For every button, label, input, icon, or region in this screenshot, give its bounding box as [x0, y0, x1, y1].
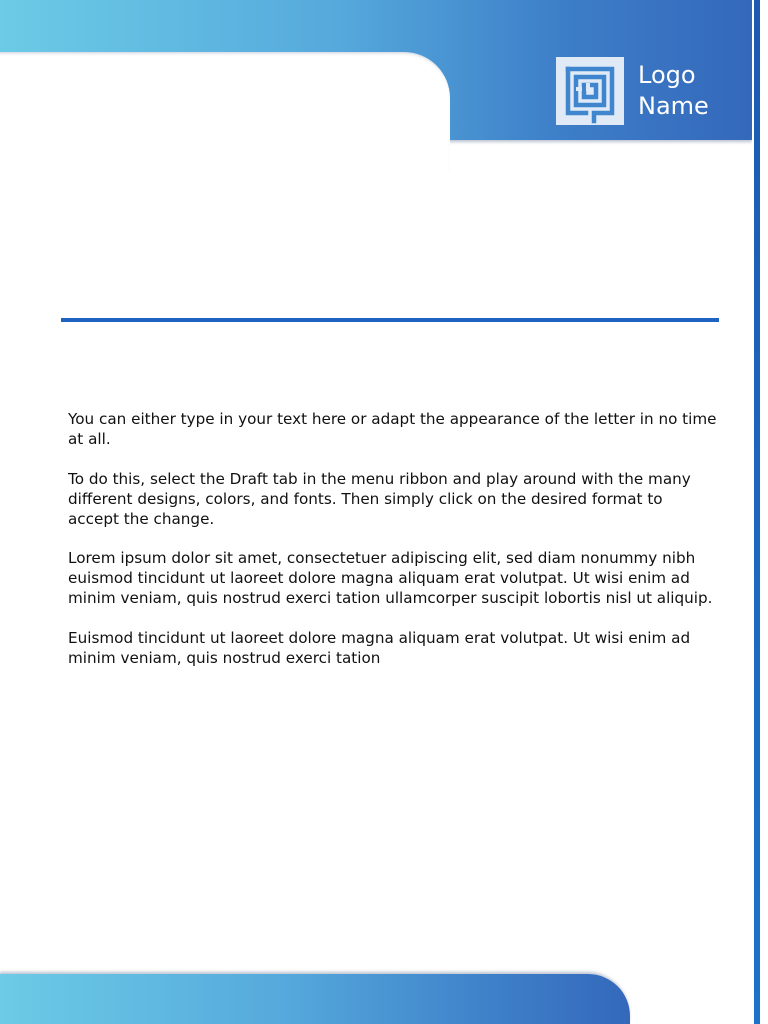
maze-logo-icon [556, 57, 624, 125]
right-edge-bar [754, 0, 760, 1024]
paragraph: You can either type in your text here or adapt the appearance of the letter in no time at all. [68, 410, 717, 448]
logo-line-1: Logo [638, 61, 696, 89]
paragraph: Lorem ipsum dolor sit amet, consectetuer adipiscing elit, sed diam nonummy nibh euismod tincidunt ut laoreet dolore magna aliquam erat volutpat. Ut wisi enim ad minim veniam, quis nostrud exerci tation ullamcorper suscipit lobortis nisl ut aliquip. [68, 549, 713, 608]
letter-body[interactable] [68, 410, 718, 689]
logo-name [638, 60, 709, 122]
paragraph: To do this, select the Draft tab in the menu ribbon and play around with the many different designs, colors, and fonts. Then simply click on the desired format to accept the change. [68, 469, 691, 528]
logo [556, 57, 709, 125]
right-edge-rule [752, 0, 768, 1024]
logo-line-2: Name [638, 92, 709, 120]
header-curve [0, 52, 450, 172]
divider-line [61, 318, 719, 322]
footer-band [0, 974, 630, 1024]
paragraph: Euismod tincidunt ut laoreet dolore magna aliquam erat volutpat. Ut wisi enim ad minim veniam, quis nostrud exerci tation [68, 628, 691, 667]
